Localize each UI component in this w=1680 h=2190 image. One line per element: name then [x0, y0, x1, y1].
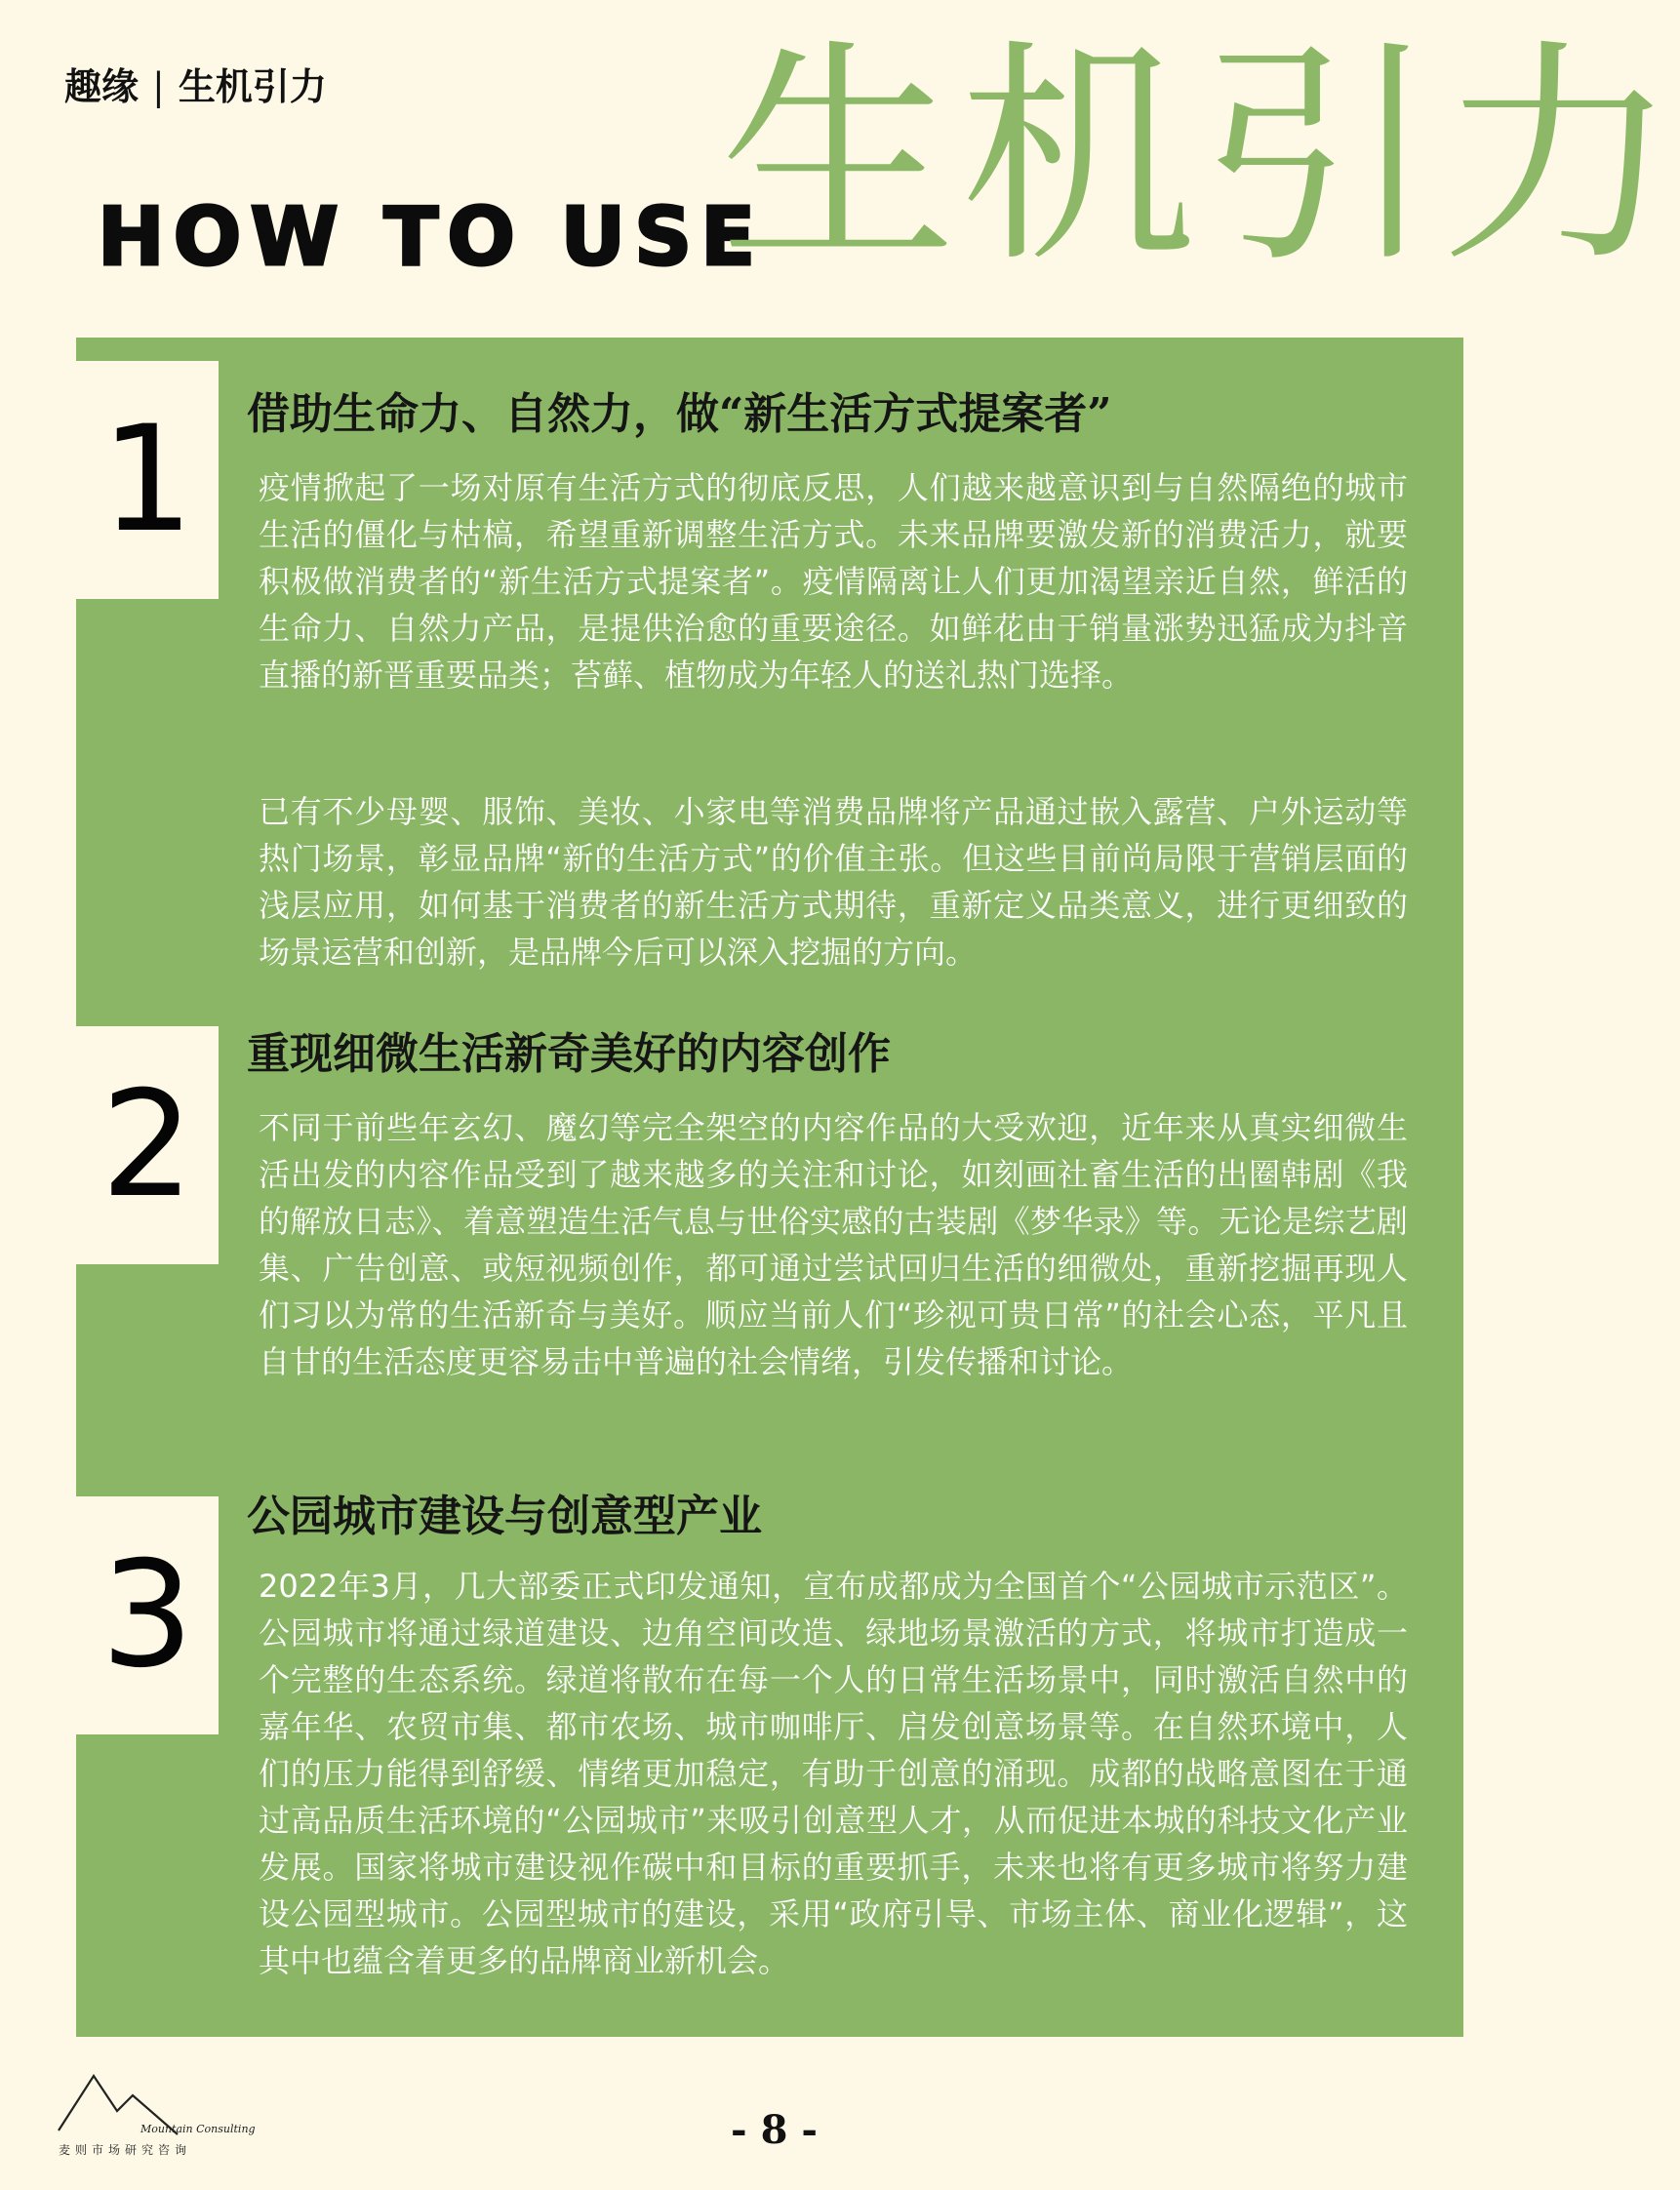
page-number: - 8 -	[731, 2107, 818, 2153]
section-number-3: 3	[76, 1496, 219, 1734]
logo-cn-text: 麦则市场研究咨询	[59, 2143, 192, 2157]
breadcrumb-category: 趣缘	[64, 64, 140, 108]
breadcrumb-separator: |	[152, 65, 165, 108]
section-1-paragraph-1: 疫情掀起了一场对原有生活方式的彻底反思，人们越来越意识到与自然隔绝的城市生活的僵化与枯槁，希望重新调整生活方式。未来品牌要激发新的消费活力，就要积极做消费者的“新生活方式提案者”。疫情隔离让人们更加渴望亲近自然，鲜活的生命力、自然力产品，是提供治愈的重要途径。如鲜花由于销量涨势迅猛成为抖音直播的新晋重要品类；苔藓、植物成为年轻人的送礼热门选择。	[259, 469, 1408, 694]
how-to-use-heading: HOW TO USE	[98, 191, 765, 284]
section-number-2: 2	[76, 1026, 219, 1264]
section-heading-3: 公园城市建设与创意型产业	[247, 1492, 762, 1541]
section-heading-1: 借助生命力、自然力，做“新生活方式提案者”	[247, 389, 1112, 439]
section-3-paragraph-1: 2022年3月，几大部委正式印发通知，宣布成都成为全国首个“公园城市示范区”。公园城市将通过绿道建设、边角空间改造、绿地场景激活的方式，将城市打造成一个完整的生态系统。绿道将散布在每一个人的日常生活场景中，同时激活自然中的嘉年华、农贸市集、都市农场、城市咖啡厅、启发创意场景等。在自然环境中，人们的压力能得到舒缓、情绪更加稳定，有助于创意的涌现。成都的战略意图在于通过高品质生活环境的“公园城市”来吸引创意型人才，从而促进本城的科技文化产业发展。国家将城市建设视作碳中和目标的重要抓手，未来也将有更多城市将努力建设公园型城市。公园型城市的建设，采用“政府引导、市场主体、商业化逻辑”，这其中也蕴含着更多的品牌商业新机会。	[259, 1568, 1408, 1979]
section-2-paragraph-1: 不同于前些年玄幻、魔幻等完全架空的内容作品的大受欢迎，近年来从真实细微生活出发的内容作品受到了越来越多的关注和讨论，如刻画社畜生活的出圈韩剧《我的解放日志》、着意塑造生活气息与世俗实感的古装剧《梦华录》等。无论是综艺剧集、广告创意、或短视频创作，都可通过尝试回归生活的细微处，重新挖掘再现人们习以为常的生活新奇与美好。顺应当前人们“珍视可贵日常”的社会心态，平凡且自甘的生活态度更容易击中普遍的社会情绪，引发传播和讨论。	[259, 1109, 1408, 1380]
section-1-paragraph-2: 已有不少母婴、服饰、美妆、小家电等消费品牌将产品通过嵌入露营、户外运动等热门场景，彰显品牌“新的生活方式”的价值主张。但这些目前尚局限于营销层面的浅层应用，如何基于消费者的新生活方式期待，重新定义品类意义，进行更细致的场景运营和创新，是品牌今后可以深入挖掘的方向。	[259, 793, 1408, 971]
breadcrumb	[64, 57, 327, 110]
logo-script-text: Mountain Consulting	[140, 2123, 256, 2135]
section-heading-2: 重现细微生活新奇美好的内容创作	[247, 1029, 891, 1079]
section-number-1: 1	[76, 361, 219, 599]
breadcrumb-topic: 生机引力	[178, 64, 327, 108]
page-title: 生机引力	[720, 20, 1680, 295]
